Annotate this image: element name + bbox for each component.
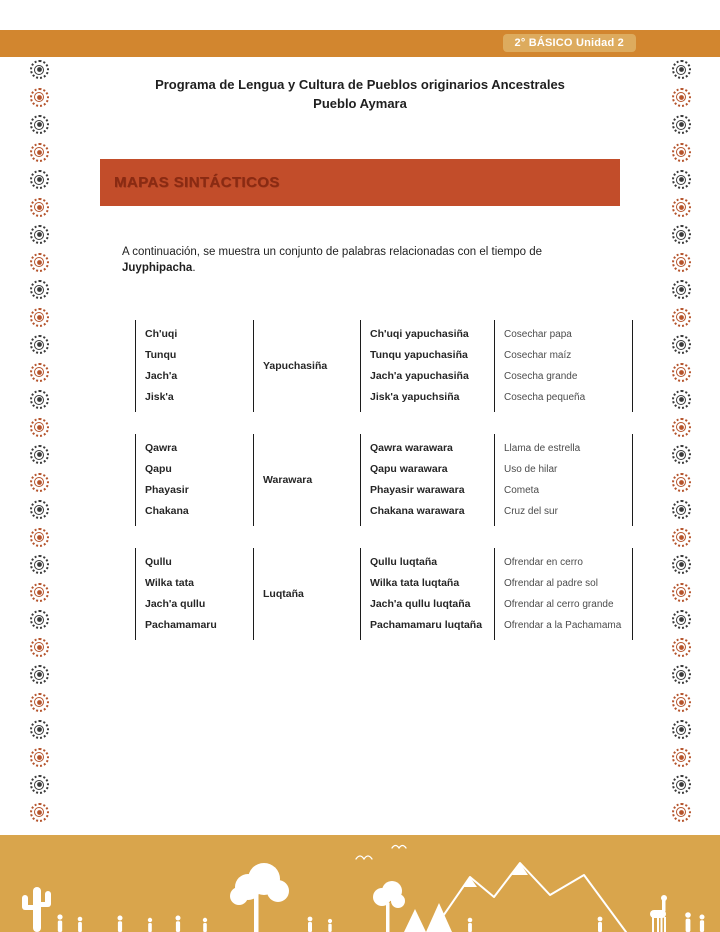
- rosette-ornament-icon: [30, 253, 49, 272]
- rosette-ornament-icon: [672, 115, 691, 134]
- left-ornament-border: [27, 60, 51, 830]
- combined-phrase: Phayasir warawara: [370, 484, 465, 496]
- rosette-ornament-icon: [30, 638, 49, 657]
- right-ornament-border: [669, 60, 693, 830]
- rosette-ornament-icon: [30, 115, 49, 134]
- rosette-ornament-icon: [672, 555, 691, 574]
- aymara-word: Pachamamaru: [145, 619, 217, 631]
- combined-phrase: Tunqu yapuchasiña: [370, 349, 468, 361]
- program-title-line2: Pueblo Aymara: [313, 96, 407, 111]
- meaning-column: [494, 434, 633, 526]
- rosette-ornament-icon: [672, 610, 691, 629]
- aymara-word: Chakana: [145, 505, 189, 517]
- landscape-silhouette: [0, 835, 720, 932]
- spanish-meaning: Cosecha pequeña: [504, 392, 586, 403]
- intro-highlight: Juyphipacha: [122, 262, 193, 274]
- rosette-ornament-icon: [672, 638, 691, 657]
- syntactic-map-yapuchasina: [135, 320, 633, 412]
- rosette-ornament-icon: [672, 335, 691, 354]
- intro-text-before: A continuación, se muestra un conjunto de palabras relacionadas con el tiempo de: [122, 246, 543, 258]
- connector-column: [253, 548, 360, 640]
- rosette-ornament-icon: [30, 610, 49, 629]
- aymara-word: Jach'a: [145, 370, 178, 382]
- rosette-ornament-icon: [30, 775, 49, 794]
- aymara-word: Qapu: [145, 463, 172, 475]
- combined-phrase: Pachamamaru luqtaña: [370, 619, 483, 631]
- rosette-ornament-icon: [30, 143, 49, 162]
- rosette-ornament-icon: [30, 363, 49, 382]
- rosette-ornament-icon: [30, 528, 49, 547]
- rosette-ornament-icon: [672, 473, 691, 492]
- program-title-line1: Programa de Lengua y Cultura de Pueblos originarios Ancestrales: [155, 77, 565, 92]
- rosette-ornament-icon: [30, 308, 49, 327]
- rosette-ornament-icon: [672, 390, 691, 409]
- combined-phrase: Jach'a qullu luqtaña: [370, 598, 471, 610]
- rosette-ornament-icon: [672, 775, 691, 794]
- rosette-ornament-icon: [30, 390, 49, 409]
- rosette-ornament-icon: [672, 445, 691, 464]
- combined-column: [360, 434, 494, 526]
- combined-phrase: Qawra warawara: [370, 442, 453, 454]
- aymara-word: Wilka tata: [145, 577, 194, 589]
- word-column: [135, 434, 253, 526]
- combined-phrase: Ch'uqi yapuchasiña: [370, 328, 469, 340]
- intro-text-after: .: [192, 262, 196, 274]
- spanish-meaning: Ofrendar a la Pachamama: [504, 620, 622, 631]
- rosette-ornament-icon: [30, 583, 49, 602]
- rosette-ornament-icon: [30, 748, 49, 767]
- rosette-ornament-icon: [672, 500, 691, 519]
- rosette-ornament-icon: [672, 363, 691, 382]
- rosette-ornament-icon: [672, 803, 691, 822]
- rosette-ornament-icon: [672, 528, 691, 547]
- rosette-ornament-icon: [30, 720, 49, 739]
- aymara-word: Qawra: [145, 442, 178, 454]
- rosette-ornament-icon: [30, 500, 49, 519]
- combined-column: [360, 548, 494, 640]
- spanish-meaning: Cosecha grande: [504, 371, 578, 382]
- rosette-ornament-icon: [30, 170, 49, 189]
- rosette-ornament-icon: [672, 60, 691, 79]
- aymara-word: Phayasir: [145, 484, 189, 496]
- rosette-ornament-icon: [30, 555, 49, 574]
- rosette-ornament-icon: [672, 308, 691, 327]
- combined-phrase: Qapu warawara: [370, 463, 448, 475]
- aymara-word: Ch'uqi: [145, 328, 178, 340]
- rosette-ornament-icon: [672, 665, 691, 684]
- connector-column: [253, 434, 360, 526]
- intro-text: [122, 244, 584, 276]
- connector-word: Warawara: [263, 473, 313, 486]
- rosette-ornament-icon: [30, 280, 49, 299]
- rosette-ornament-icon: [672, 280, 691, 299]
- rosette-ornament-icon: [30, 198, 49, 217]
- rosette-ornament-icon: [672, 88, 691, 107]
- spanish-meaning: Ofrendar al padre sol: [504, 578, 598, 589]
- rosette-ornament-icon: [30, 665, 49, 684]
- combined-phrase: Qullu luqtaña: [370, 556, 438, 568]
- combined-phrase: Wilka tata luqtaña: [370, 577, 460, 589]
- section-banner: [100, 159, 620, 206]
- rosette-ornament-icon: [672, 225, 691, 244]
- rosette-ornament-icon: [672, 143, 691, 162]
- syntactic-map-luqtana: [135, 548, 633, 640]
- spanish-meaning: Ofrendar en cerro: [504, 557, 583, 568]
- rosette-ornament-icon: [30, 225, 49, 244]
- syntactic-map-warawara: [135, 434, 633, 526]
- spanish-meaning: Cosechar papa: [504, 329, 572, 340]
- combined-phrase: Jisk'a yapuchsiña: [370, 391, 460, 403]
- top-bar: [0, 30, 720, 57]
- rosette-ornament-icon: [672, 748, 691, 767]
- rosette-ornament-icon: [672, 170, 691, 189]
- rosette-ornament-icon: [30, 88, 49, 107]
- combined-phrase: Jach'a yapuchasiña: [370, 370, 469, 382]
- spanish-meaning: Llama de estrella: [504, 443, 581, 454]
- aymara-word: Qullu: [145, 556, 172, 568]
- rosette-ornament-icon: [30, 803, 49, 822]
- word-column: [135, 320, 253, 412]
- rosette-ornament-icon: [672, 253, 691, 272]
- aymara-word: Jach'a qullu: [145, 598, 206, 610]
- rosette-ornament-icon: [30, 693, 49, 712]
- aymara-word: Tunqu: [145, 349, 177, 361]
- section-title: MAPAS SINTÁCTICOS: [114, 174, 280, 191]
- rosette-ornament-icon: [30, 60, 49, 79]
- rosette-ornament-icon: [672, 720, 691, 739]
- connector-word: Yapuchasiña: [263, 359, 328, 372]
- meaning-column: [494, 320, 633, 412]
- spanish-meaning: Ofrendar al cerro grande: [504, 599, 614, 610]
- rosette-ornament-icon: [30, 445, 49, 464]
- rosette-ornament-icon: [30, 418, 49, 437]
- rosette-ornament-icon: [672, 418, 691, 437]
- aymara-word: Jisk'a: [145, 391, 174, 403]
- unit-badge: 2° BÁSICO Unidad 2: [503, 34, 636, 52]
- page-content: [100, 57, 620, 662]
- combined-column: [360, 320, 494, 412]
- spanish-meaning: Cruz del sur: [504, 506, 558, 517]
- rosette-ornament-icon: [30, 335, 49, 354]
- spanish-meaning: Cosechar maíz: [504, 350, 572, 361]
- spanish-meaning: Cometa: [504, 485, 540, 496]
- program-title: [100, 75, 620, 113]
- meaning-column: [494, 548, 633, 640]
- connector-word: Luqtaña: [263, 587, 304, 600]
- connector-column: [253, 320, 360, 412]
- rosette-ornament-icon: [672, 583, 691, 602]
- word-column: [135, 548, 253, 640]
- rosette-ornament-icon: [30, 473, 49, 492]
- rosette-ornament-icon: [672, 693, 691, 712]
- spanish-meaning: Uso de hilar: [504, 464, 558, 475]
- syntactic-maps: [135, 320, 633, 640]
- combined-phrase: Chakana warawara: [370, 505, 465, 517]
- rosette-ornament-icon: [672, 198, 691, 217]
